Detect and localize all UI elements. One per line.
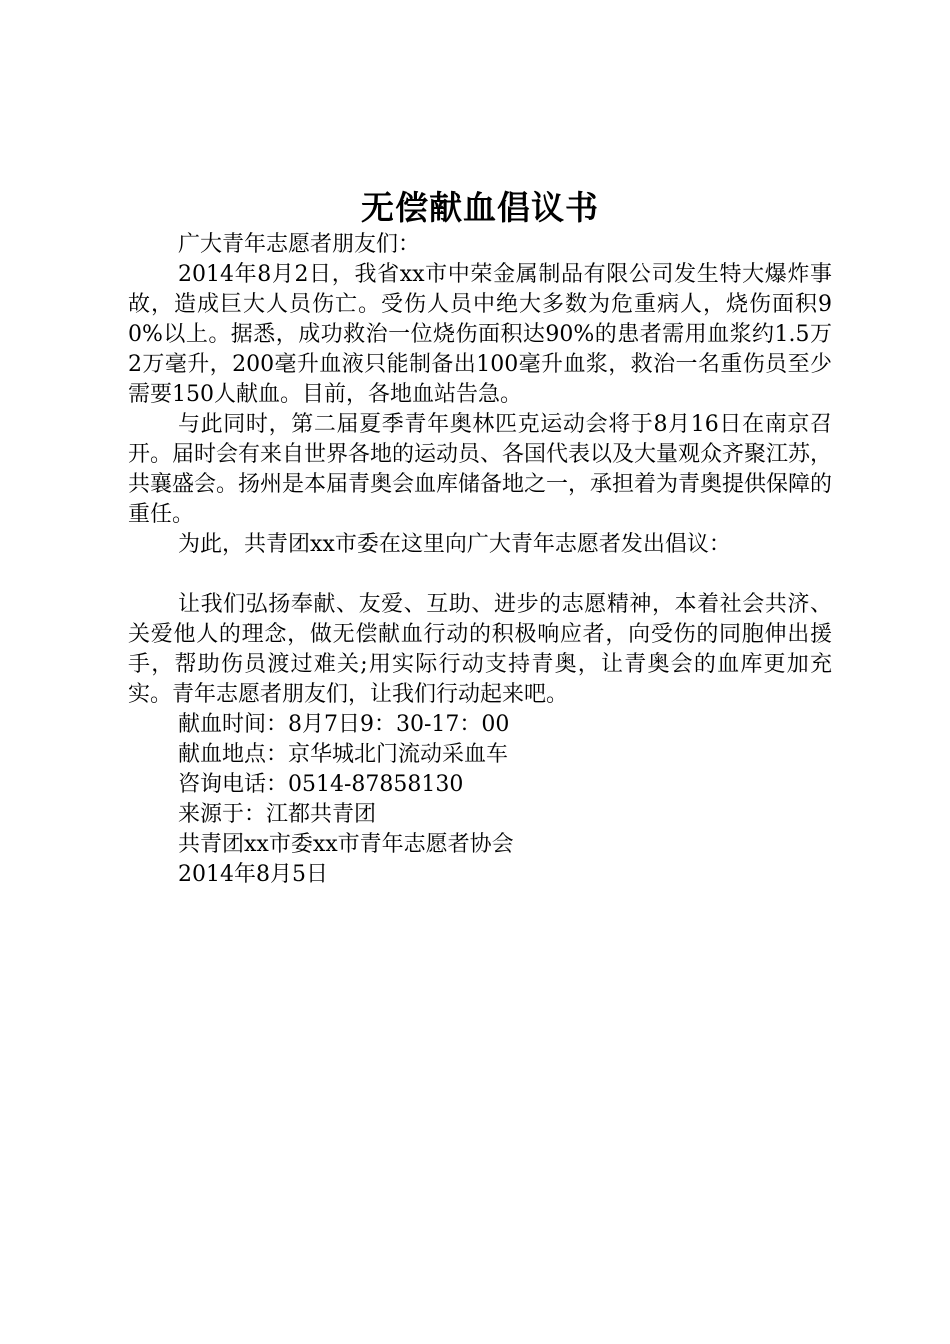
donation-location: 献血地点：京华城北门流动采血车 bbox=[178, 742, 509, 767]
donation-time: 献血时间：8月7日9：30-17：00 bbox=[178, 712, 510, 737]
issuer-line: 共青团xx市委xx市青年志愿者协会 bbox=[178, 832, 514, 857]
contact-phone: 咨询电话：0514-87858130 bbox=[178, 772, 464, 797]
source-line: 来源于：江都共青团 bbox=[178, 802, 377, 827]
paragraph-proposal-intro: 为此，共青团xx市委在这里向广大青年志愿者发出倡议： bbox=[178, 532, 731, 557]
document-page bbox=[128, 186, 832, 890]
paragraph-appeal: 让我们弘扬奉献、友爱、互助、进步的志愿精神，本着社会共济、关爱他人的理念，做无偿献血行动的积极响应者，向受伤的同胞伸出援手，帮助伤员渡过难关;用实际行动支持青奥，让青奥会的血库更加充实。青年志愿者朋友们，让我们行动起来吧。 bbox=[128, 592, 832, 707]
paragraph-incident: 2014年8月2日，我省xx市中荣金属制品有限公司发生特大爆炸事故，造成巨大人员伤亡。受伤人员中绝大多数为危重病人，烧伤面积90%以上。据悉，成功救治一位烧伤面积达90%的患者需用血浆约1.5万2万毫升，200毫升血液只能制备出100毫升血浆，救治一名重伤员至少需要150人献血。目前，各地血站告急。 bbox=[128, 262, 832, 407]
issue-date: 2014年8月5日 bbox=[178, 862, 328, 887]
paragraph-youth-olympics: 与此同时，第二届夏季青年奥林匹克运动会将于8月16日在南京召开。届时会有来自世界各地的运动员、各国代表以及大量观众齐聚江苏，共襄盛会。扬州是本届青奥会血库储备地之一，承担着为青奥提供保障的重任。 bbox=[128, 412, 833, 527]
document-title: 无偿献血倡议书 bbox=[361, 188, 599, 227]
salutation: 广大青年志愿者朋友们： bbox=[178, 232, 421, 257]
paragraph-gap bbox=[128, 560, 832, 590]
